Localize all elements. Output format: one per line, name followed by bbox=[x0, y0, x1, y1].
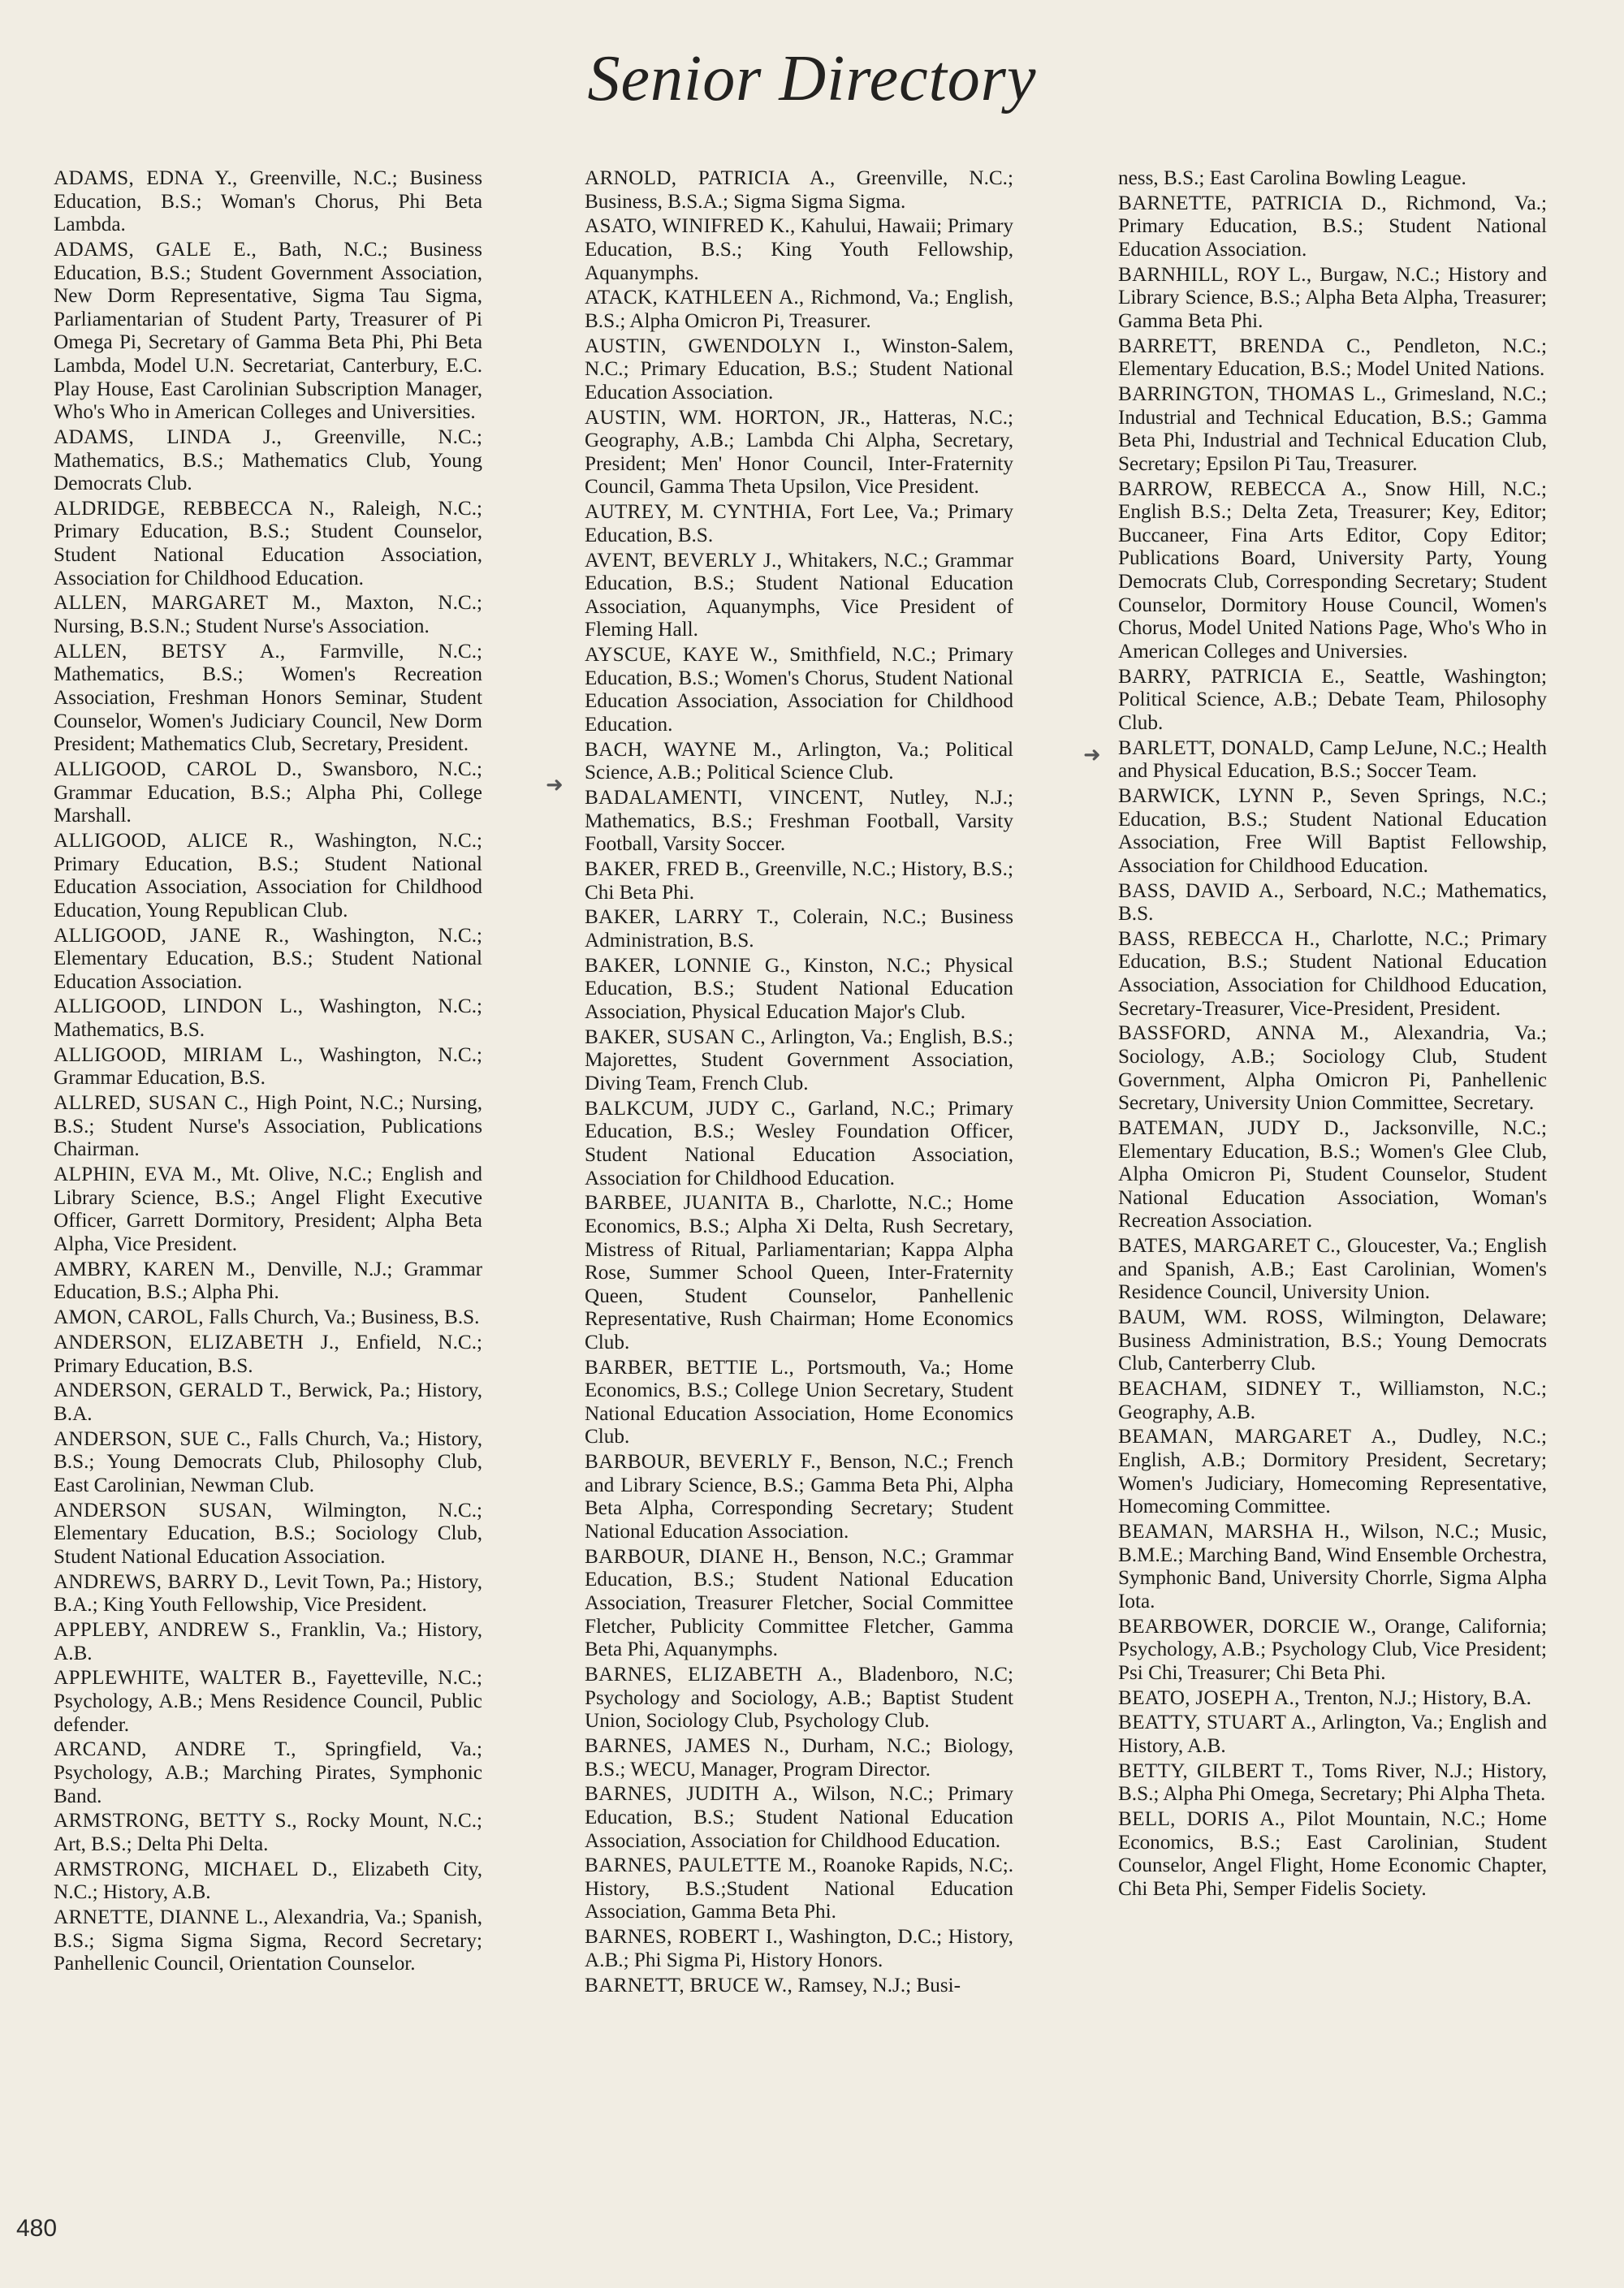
directory-entry bbox=[585, 1783, 1013, 1853]
directory-entry bbox=[54, 1500, 482, 1569]
directory-entry bbox=[1118, 666, 1547, 736]
entry-name: ALLIGOOD, MIRIAM L., bbox=[54, 1043, 304, 1066]
entry-name: ANDERSON, ELIZABETH J., bbox=[54, 1331, 340, 1353]
directory-entry bbox=[1118, 192, 1547, 262]
directory-entry bbox=[54, 1379, 482, 1426]
entry-name: BARNES, ELIZABETH A., bbox=[585, 1663, 843, 1686]
entry-details: Kinston, N.C.; Physical Education, B.S.; Student National Education Association, Physical Education Major's Club. bbox=[585, 954, 1013, 1024]
entry-name: BAKER, LARRY T., bbox=[585, 906, 780, 929]
entry-name: ADAMS, LINDA J., bbox=[54, 425, 283, 448]
directory-entry bbox=[585, 1026, 1013, 1096]
entry-details: Charlotte, N.C.; Primary Education, B.S.; Student National Education Association, Association for Childhood Education, Secretary-Treasurer, Vice-President, President. bbox=[1118, 927, 1547, 1020]
entry-details: Camp LeJune, N.C.; Health and Physical Education, B.S.; Soccer Team. bbox=[1118, 736, 1547, 783]
margin-arrow-mark: ➜ bbox=[546, 773, 564, 796]
entry-name: BALKCUM, JUDY C., bbox=[585, 1097, 797, 1120]
directory-entry bbox=[54, 1092, 482, 1162]
entry-name: BASS, REBECCA H., bbox=[1118, 927, 1320, 950]
entry-details: Springfield, Va.; Psychology, A.B.; Marching Pirates, Symphonic Band. bbox=[54, 1738, 482, 1807]
entry-name: BARBOUR, BEVERLY F., bbox=[585, 1451, 822, 1474]
entry-name: BATEMAN, JUDY D., bbox=[1118, 1117, 1350, 1139]
entry-details: Raleigh, N.C.; Primary Education, B.S.; Student Counselor, Student National Education Association, Association for Childhood Education. bbox=[54, 497, 482, 589]
directory-entry bbox=[1118, 1616, 1547, 1686]
entry-name: ALDRIDGE, REBBECCA N., bbox=[54, 497, 335, 520]
directory-entry bbox=[1118, 1306, 1547, 1376]
entry-name: ARMSTRONG, MICHAEL D., bbox=[54, 1858, 339, 1880]
entry-name: BARBOUR, DIANE H., bbox=[585, 1545, 799, 1568]
entry-name: ADAMS, EDNA Y., bbox=[54, 167, 238, 189]
entry-details: Bath, N.C.; Business Education, B.S.; Student Government Association, New Dorm Representative, Sigma Tau Sigma, Parliamentarian of Student Party, Treasurer of Pi Omega Pi, Secretary of Gamma Beta Phi, Phi Beta Lambda, Model U.N. Secretariat, Canterbury, E.C. Play House, East Carolinian Subscription Manager, Who's Who in American Colleges and Universities. bbox=[54, 238, 482, 424]
entry-name: APPLEBY, ANDREW S., bbox=[54, 1618, 282, 1641]
entry-details: Whitakers, N.C.; Grammar Education, B.S.; Student National Education Association, Aquanymphs, Vice President of Fleming Hall. bbox=[585, 549, 1013, 641]
entry-details: Arlington, Va.; Political Science, A.B.; Political Science Club. bbox=[585, 738, 1014, 784]
entry-details: Swansboro, N.C.; Grammar Education, B.S.; Alpha Phi, College Marshall. bbox=[54, 758, 482, 827]
directory-entry bbox=[585, 407, 1013, 499]
entry-details: Toms River, N.J.; History, B.S.; Alpha Phi Omega, Secretary; Phi Alpha Theta. bbox=[1118, 1759, 1547, 1806]
entry-details: Winston-Salem, N.C.; Primary Education, B.S.; Student National Education Association. bbox=[585, 335, 1014, 404]
entry-name: ALLEN, MARGARET M., bbox=[54, 592, 322, 615]
directory-entry bbox=[54, 239, 482, 425]
entry-details: Burgaw, N.C.; History and Library Science, B.S.; Alpha Beta Alpha, Treasurer; Gamma Beta Phi. bbox=[1118, 263, 1547, 332]
directory-entry bbox=[54, 1163, 482, 1256]
entry-name: BASSFORD, ANNA M., bbox=[1118, 1022, 1370, 1045]
entry-details: Portsmouth, Va.; Home Economics, B.S.; College Union Secretary, Student National Education Association, Home Economics Club. bbox=[585, 1356, 1013, 1448]
entry-name: ANDREWS, BARRY D., bbox=[54, 1570, 270, 1593]
directory-entry bbox=[54, 1667, 482, 1737]
entry-details: Grimesland, N.C.; Industrial and Technical Education, B.S.; Gamma Beta Phi, Industrial and Technical Education Club, Secretary; Epsilon Pi Tau, Treasurer. bbox=[1118, 383, 1547, 475]
entry-details: Bladenboro, N.C; Psychology and Sociology, A.B.; Baptist Student Union, Sociology Club, Psychology Club. bbox=[585, 1663, 1013, 1733]
directory-entry bbox=[1118, 737, 1547, 784]
entry-details: Kahului, Hawaii; Primary Education, B.S.; King Youth Fellowship, Aquanymphs. bbox=[585, 215, 1013, 284]
page-number: 480 bbox=[16, 2215, 58, 2242]
entry-details: Washington, D.C.; History, A.B.; Phi Sigma Pi, History Honors. bbox=[585, 1926, 1013, 1971]
entry-name: BARNES, PAULETTE M., bbox=[585, 1854, 818, 1877]
entry-details: Greenville, N.C.; History, B.S.; Chi Beta Phi. bbox=[585, 858, 1013, 904]
entry-name: ALLIGOOD, ALICE R., bbox=[54, 829, 295, 852]
entry-name: ATACK, KATHLEEN A., bbox=[585, 287, 805, 309]
directory-column-2 bbox=[585, 167, 1013, 1999]
directory-entry bbox=[54, 1306, 482, 1330]
directory-entry bbox=[1118, 478, 1547, 664]
entry-name: BARRETT, BRENDA C., bbox=[1118, 335, 1371, 357]
directory-entry bbox=[585, 550, 1013, 642]
entry-details: Greenville, N.C.; Business, B.S.A.; Sigma Sigma Sigma. bbox=[585, 167, 1013, 213]
entry-name: ALLEN, BETSY A., bbox=[54, 640, 286, 663]
entry-details: Elizabeth City, N.C.; History, A.B. bbox=[54, 1858, 482, 1904]
entry-name: BEACHAM, SIDNEY T., bbox=[1118, 1378, 1362, 1401]
entry-details: Alexandria, Va.; Sociology, A.B.; Sociology Club, Student Government, Alpha Omicron Pi, Panhellenic Secretary, University Union Committee, Secretary. bbox=[1118, 1022, 1548, 1115]
directory-entry bbox=[585, 1735, 1013, 1781]
directory-entry bbox=[585, 1192, 1013, 1354]
entry-details: Orange, California; Psychology, A.B.; Psychology Club, Vice President; Psi Chi, Treasurer; Chi Beta Phi. bbox=[1118, 1615, 1547, 1684]
entry-details: Wilson, N.C.; Music, B.M.E.; Marching Band, Wind Ensemble Orchestra, Symphonic Band, University Chorrle, Sigma Alpha Iota. bbox=[1118, 1521, 1547, 1612]
entry-details: Benson, N.C.; French and Library Science, B.S.; Gamma Beta Phi, Alpha Beta Alpha, Corresponding Secretary; Student National Education Association. bbox=[585, 1451, 1014, 1543]
directory-column-1 bbox=[54, 167, 482, 1978]
directory-entry bbox=[54, 758, 482, 828]
entry-name: BETTY, GILBERT T., bbox=[1118, 1759, 1314, 1782]
directory-entry bbox=[54, 1738, 482, 1808]
page-title: Senior Directory bbox=[587, 43, 1037, 114]
entry-name: BAKER, LONNIE G., bbox=[585, 954, 791, 977]
directory-entry bbox=[54, 1258, 482, 1305]
entry-name: BARBER, BETTIE L., bbox=[585, 1356, 795, 1379]
directory-entry bbox=[54, 1044, 482, 1090]
entry-details: Fayetteville, N.C.; Psychology, A.B.; Mens Residence Council, Public defender. bbox=[54, 1667, 482, 1736]
directory-entry bbox=[1118, 1808, 1547, 1901]
entry-details: Denville, N.J.; Grammar Education, B.S.; Alpha Phi. bbox=[54, 1258, 482, 1304]
directory-entry bbox=[54, 641, 482, 757]
entry-name: BARNETT, BRUCE W., bbox=[585, 1974, 793, 1997]
entry-name: ARCAND, ANDRE T., bbox=[54, 1738, 296, 1761]
margin-arrow-mark: ➜ bbox=[1083, 743, 1101, 766]
entry-name: ARNETTE, DIANNE L., bbox=[54, 1906, 270, 1929]
entry-name: BARNETTE, PATRICIA D., bbox=[1118, 192, 1388, 214]
entry-name: ALLRED, SUSAN C., bbox=[54, 1092, 249, 1115]
entry-name: BARROW, REBECCA A., bbox=[1118, 477, 1367, 500]
entry-name: ALLIGOOD, CAROL D., bbox=[54, 758, 303, 780]
entry-name: APPLEWHITE, WALTER B., bbox=[54, 1667, 317, 1690]
directory-entry bbox=[1118, 880, 1547, 926]
directory-entry bbox=[585, 501, 1013, 547]
entry-name: BACH, WAYNE M., bbox=[585, 738, 783, 761]
directory-entry bbox=[1118, 264, 1547, 334]
directory-entry bbox=[54, 830, 482, 922]
entry-name: BAKER, SUSAN C., bbox=[585, 1025, 766, 1048]
entry-details: Smithfield, N.C.; Primary Education, B.S.; Women's Chorus, Student National Education Association, Association for Childhood Education. bbox=[585, 644, 1013, 736]
directory-entry bbox=[1118, 785, 1547, 878]
directory-entry bbox=[1118, 1760, 1547, 1807]
directory-entry bbox=[1118, 167, 1547, 191]
entry-details: Wilmington, Delaware; Business Administration, B.S.; Young Democrats Club, Canterberry Club. bbox=[1118, 1306, 1548, 1375]
entry-details: Serboard, N.C.; Mathematics, B.S. bbox=[1118, 879, 1547, 926]
directory-column-3 bbox=[1118, 167, 1547, 1903]
directory-entry bbox=[585, 287, 1013, 333]
entry-details: Greenville, N.C.; Mathematics, B.S.; Mathematics Club, Young Democrats Club. bbox=[54, 425, 482, 495]
entry-name: AVENT, BEVERLY J., bbox=[585, 549, 783, 572]
entry-details: Alexandria, Va.; Spanish, B.S.; Sigma Sigma Sigma, Record Secretary; Panhellenic Council, Orientation Counselor. bbox=[54, 1906, 483, 1975]
directory-entry bbox=[585, 644, 1013, 736]
entry-details: Ramsey, N.J.; Busi- bbox=[793, 1974, 961, 1997]
entry-name: BARNES, JAMES N., bbox=[585, 1734, 790, 1757]
entry-details: Trenton, N.J.; History, B.A. bbox=[1299, 1686, 1531, 1709]
entry-details: Seven Springs, N.C.; Education, B.S.; Student National Education Association, Free Will Baptist Fellowship, Association for Childhood Education. bbox=[1118, 784, 1547, 877]
entry-name: BARLETT, DONALD, bbox=[1118, 736, 1315, 759]
directory-entry bbox=[1118, 1022, 1547, 1115]
directory-entry bbox=[1118, 1687, 1547, 1711]
entry-name: BARBEE, JUANITA B., bbox=[585, 1192, 805, 1215]
directory-entry bbox=[585, 1975, 1013, 1998]
entry-details: Washington, N.C.; Elementary Education, B.S.; Student National Education Association. bbox=[54, 924, 483, 993]
directory-entry bbox=[585, 1664, 1013, 1733]
entry-name: ARMSTRONG, BETTY S., bbox=[54, 1810, 298, 1833]
directory-entry bbox=[54, 1906, 482, 1976]
entry-details: Roanoke Rapids, N.C;. History, B.S.;Student National Education Association, Gamma Beta Phi. bbox=[585, 1854, 1013, 1923]
directory-entry bbox=[54, 498, 482, 590]
entry-details: High Point, N.C.; Nursing, B.S.; Student Nurse's Association, Publications Chairman. bbox=[54, 1092, 482, 1161]
entry-details: Pilot Mountain, N.C.; Home Economics, B.S.; East Carolinian, Student Counselor, Angel Flight, Home Economic Chapter, Chi Beta Phi, Semper Fidelis Society. bbox=[1118, 1808, 1547, 1900]
entry-details: Pendleton, N.C.; Elementary Education, B.S.; Model United Nations. bbox=[1118, 335, 1547, 381]
entry-name: BASS, DAVID A., bbox=[1118, 879, 1285, 902]
directory-entry bbox=[585, 739, 1013, 785]
directory-entry bbox=[585, 1451, 1013, 1543]
entry-name: ANDERSON, SUE C., bbox=[54, 1427, 252, 1450]
entry-name: AMON, CAROL, bbox=[54, 1306, 204, 1329]
directory-entry bbox=[585, 167, 1013, 214]
entry-name: ADAMS, GALE E., bbox=[54, 238, 257, 261]
entry-name: BADALAMENTI, VINCENT, bbox=[585, 787, 864, 809]
directory-entry bbox=[54, 592, 482, 638]
entry-name: BEAMAN, MARGARET A., bbox=[1118, 1426, 1397, 1448]
entry-name: AUSTIN, GWENDOLYN I., bbox=[585, 335, 862, 357]
entry-details: Franklin, Va.; History, A.B. bbox=[54, 1618, 482, 1664]
directory-entry bbox=[585, 1926, 1013, 1972]
entry-name: AYSCUE, KAYE W., bbox=[585, 644, 779, 667]
entry-details: Washington, N.C.; Primary Education, B.S.; Student National Education Association, Association for Childhood Education, Young Republican Club. bbox=[54, 829, 482, 922]
directory-entry bbox=[1118, 1117, 1547, 1233]
entry-details: Maxton, N.C.; Nursing, B.S.N.; Student Nurse's Association. bbox=[54, 592, 483, 638]
entry-details: Dudley, N.C.; English, A.B.; Dormitory President, Secretary; Women's Judiciary, Homecoming Representative, Homecoming Committee. bbox=[1118, 1426, 1547, 1518]
entry-name: ALLIGOOD, LINDON L., bbox=[54, 995, 304, 1018]
entry-details: Arlington, Va.; English and History, A.B. bbox=[1118, 1712, 1548, 1757]
directory-entry bbox=[585, 1098, 1013, 1190]
entry-name: BEARBOWER, DORCIE W., bbox=[1118, 1615, 1377, 1638]
entry-name: BELL, DORIS A., bbox=[1118, 1808, 1285, 1831]
directory-entry bbox=[1118, 928, 1547, 1021]
directory-entry bbox=[54, 1810, 482, 1856]
entry-name: BEATO, JOSEPH A., bbox=[1118, 1686, 1300, 1709]
directory-entry bbox=[585, 955, 1013, 1025]
entry-details: Benson, N.C.; Grammar Education, B.S.; Student National Education Association, Treasurer Fletcher, Social Committee Fletcher, Publicity Committee Fletcher, Gamma Beta Phi, Aquanymphs. bbox=[585, 1545, 1013, 1661]
entry-name: ANDERSON, GERALD T., bbox=[54, 1379, 292, 1402]
entry-name: BARNHILL, ROY L., bbox=[1118, 263, 1312, 286]
directory-entry bbox=[585, 335, 1013, 405]
entry-details: Berwick, Pa.; History, B.A. bbox=[54, 1379, 482, 1425]
entry-details: Fort Lee, Va.; Primary Education, B.S. bbox=[585, 501, 1014, 546]
entry-details: Greenville, N.C.; Business Education, B.S.; Woman's Chorus, Phi Beta Lambda. bbox=[54, 167, 483, 236]
directory-entry bbox=[54, 1332, 482, 1378]
entry-name: BARRY, PATRICIA E., bbox=[1118, 665, 1345, 688]
directory-entry bbox=[585, 787, 1013, 857]
entry-details: Richmond, Va.; English, B.S.; Alpha Omicron Pi, Treasurer. bbox=[585, 287, 1014, 332]
entry-details: ness, B.S.; East Carolina Bowling League. bbox=[1118, 167, 1466, 189]
entry-details: Jacksonville, N.C.; Elementary Education, B.S.; Women's Glee Club, Alpha Omicron Pi, Student Counselor, Student National Education Association, Woman's Recreation Association. bbox=[1118, 1117, 1547, 1232]
directory-entry bbox=[585, 906, 1013, 952]
directory-entry bbox=[1118, 1426, 1547, 1518]
entry-details: Garland, N.C.; Primary Education, B.S.; Wesley Foundation Officer, Student National Education Association, Association for Childhood Education. bbox=[585, 1097, 1013, 1189]
directory-entry bbox=[585, 858, 1013, 904]
entry-name: BATES, MARGARET C., bbox=[1118, 1235, 1341, 1258]
entry-details: Enfield, N.C.; Primary Education, B.S. bbox=[54, 1331, 482, 1377]
entry-details: Mt. Olive, N.C.; English and Library Science, B.S.; Angel Flight Executive Officer, Garrett Dormitory, President; Alpha Beta Alpha, Vice President. bbox=[54, 1163, 483, 1255]
entry-details: Wilmington, N.C.; Elementary Education, B.S.; Sociology Club, Student National Education Association. bbox=[54, 1499, 482, 1568]
entry-name: ALPHIN, EVA M., bbox=[54, 1163, 222, 1186]
directory-entry bbox=[585, 1546, 1013, 1662]
entry-details: Hatteras, N.C.; Geography, A.B.; Lambda Chi Alpha, Secretary, President; Men' Honor Council, Inter-Fraternity Council, Gamma Theta Upsilon, Vice President. bbox=[585, 406, 1013, 499]
entry-details: Farmville, N.C.; Mathematics, B.S.; Women's Recreation Association, Freshman Honors Seminar, Student Counselor, Women's Judiciary Council, New Dorm President; Mathematics Club, Secretary, President. bbox=[54, 640, 483, 756]
entry-name: AUTREY, M. CYNTHIA, bbox=[585, 501, 812, 524]
entry-details: Gloucester, Va.; English and Spanish, A.B.; East Carolinian, Women's Residence Council, University Union. bbox=[1118, 1235, 1547, 1304]
entry-name: BAKER, FRED B., bbox=[585, 858, 750, 881]
entry-name: ALLIGOOD, JANE R., bbox=[54, 924, 290, 947]
directory-entry bbox=[585, 1357, 1013, 1449]
entry-details: Nutley, N.J.; Mathematics, B.S.; Freshman Football, Varsity Football, Varsity Soccer. bbox=[585, 787, 1013, 856]
directory-entry bbox=[54, 1619, 482, 1665]
entry-name: BARRINGTON, THOMAS L., bbox=[1118, 383, 1387, 406]
directory-entry bbox=[54, 925, 482, 995]
entry-name: AMBRY, KAREN M., bbox=[54, 1258, 256, 1280]
directory-entry bbox=[54, 995, 482, 1042]
directory-entry bbox=[54, 1428, 482, 1498]
directory-entry bbox=[585, 215, 1013, 285]
entry-name: ARNOLD, PATRICIA A., bbox=[585, 167, 836, 189]
directory-entry bbox=[1118, 335, 1547, 382]
entry-name: AUSTIN, WM. HORTON, JR., bbox=[585, 406, 871, 429]
directory-entry bbox=[54, 167, 482, 237]
entry-details: Levit Town, Pa.; History, B.A.; King Youth Fellowship, Vice President. bbox=[54, 1570, 482, 1617]
entry-details: Washington, N.C.; Mathematics, B.S. bbox=[54, 995, 483, 1042]
directory-entry bbox=[1118, 1235, 1547, 1305]
entry-details: Falls Church, Va.; History, B.S.; Young Democrats Club, Philosophy Club, East Carolinian, Newman Club. bbox=[54, 1427, 483, 1496]
entry-name: BEATTY, STUART A., bbox=[1118, 1712, 1317, 1734]
entry-name: BARNES, ROBERT I., bbox=[585, 1926, 784, 1949]
directory-entry bbox=[1118, 383, 1547, 476]
directory-entry bbox=[54, 1858, 482, 1905]
directory-entry bbox=[54, 426, 482, 496]
entry-details: Falls Church, Va.; Business, B.S. bbox=[203, 1306, 480, 1329]
entry-name: BARNES, JUDITH A., bbox=[585, 1783, 799, 1806]
entry-name: ANDERSON SUSAN, bbox=[54, 1499, 273, 1522]
directory-entry bbox=[1118, 1521, 1547, 1613]
entry-details: Seattle, Washington; Political Science, A.B.; Debate Team, Philosophy Club. bbox=[1118, 665, 1547, 734]
directory-entry bbox=[54, 1571, 482, 1617]
entry-details: Snow Hill, N.C.; English B.S.; Delta Zeta, Treasurer; Key, Editor; Buccaneer, Fina Arts Editor, Copy Editor; Publications Board, University Party, Young Democrats Club, Corresponding Secretary; Student Counselor, Dormitory House Council, Women's Chorus, Model United Nations Page, Who's Who in American Colleges and Universies. bbox=[1118, 477, 1547, 663]
directory-entry bbox=[585, 1854, 1013, 1924]
entry-details: Wilson, N.C.; Primary Education, B.S.; Student National Education Association, Association for Childhood Education. bbox=[585, 1783, 1013, 1852]
entry-details: Charlotte, N.C.; Home Economics, B.S.; Alpha Xi Delta, Rush Secretary, Mistress of Ritual, Parliamentarian; Kappa Alpha Rose, Summer School Queen, Inter-Fraternity Queen, Student Counselor, Panhellenic Representative, Rush Chairman; Home Economics Club. bbox=[585, 1192, 1013, 1353]
directory-entry bbox=[1118, 1378, 1547, 1424]
entry-details: Colerain, N.C.; Business Administration, B.S. bbox=[585, 906, 1013, 952]
entry-name: BAUM, WM. ROSS, bbox=[1118, 1306, 1324, 1329]
entry-name: ASATO, WINIFRED K., bbox=[585, 215, 796, 238]
directory-entry bbox=[1118, 1712, 1547, 1758]
entry-details: Washington, N.C.; Grammar Education, B.S. bbox=[54, 1043, 482, 1090]
entry-details: Williamston, N.C.; Geography, A.B. bbox=[1118, 1378, 1548, 1423]
entry-details: Arlington, Va.; English, B.S.; Majorettes, Student Government Association, Diving Team, French Club. bbox=[585, 1025, 1013, 1094]
entry-details: Durham, N.C.; Biology, B.S.; WECU, Manager, Program Director. bbox=[585, 1734, 1013, 1781]
entry-details: Richmond, Va.; Primary Education, B.S.; Student National Education Association. bbox=[1118, 192, 1548, 261]
entry-name: BARWICK, LYNN P., bbox=[1118, 784, 1332, 807]
entry-name: BEAMAN, MARSHA H., bbox=[1118, 1521, 1350, 1543]
entry-details: Rocky Mount, N.C.; Art, B.S.; Delta Phi Delta. bbox=[54, 1810, 482, 1855]
